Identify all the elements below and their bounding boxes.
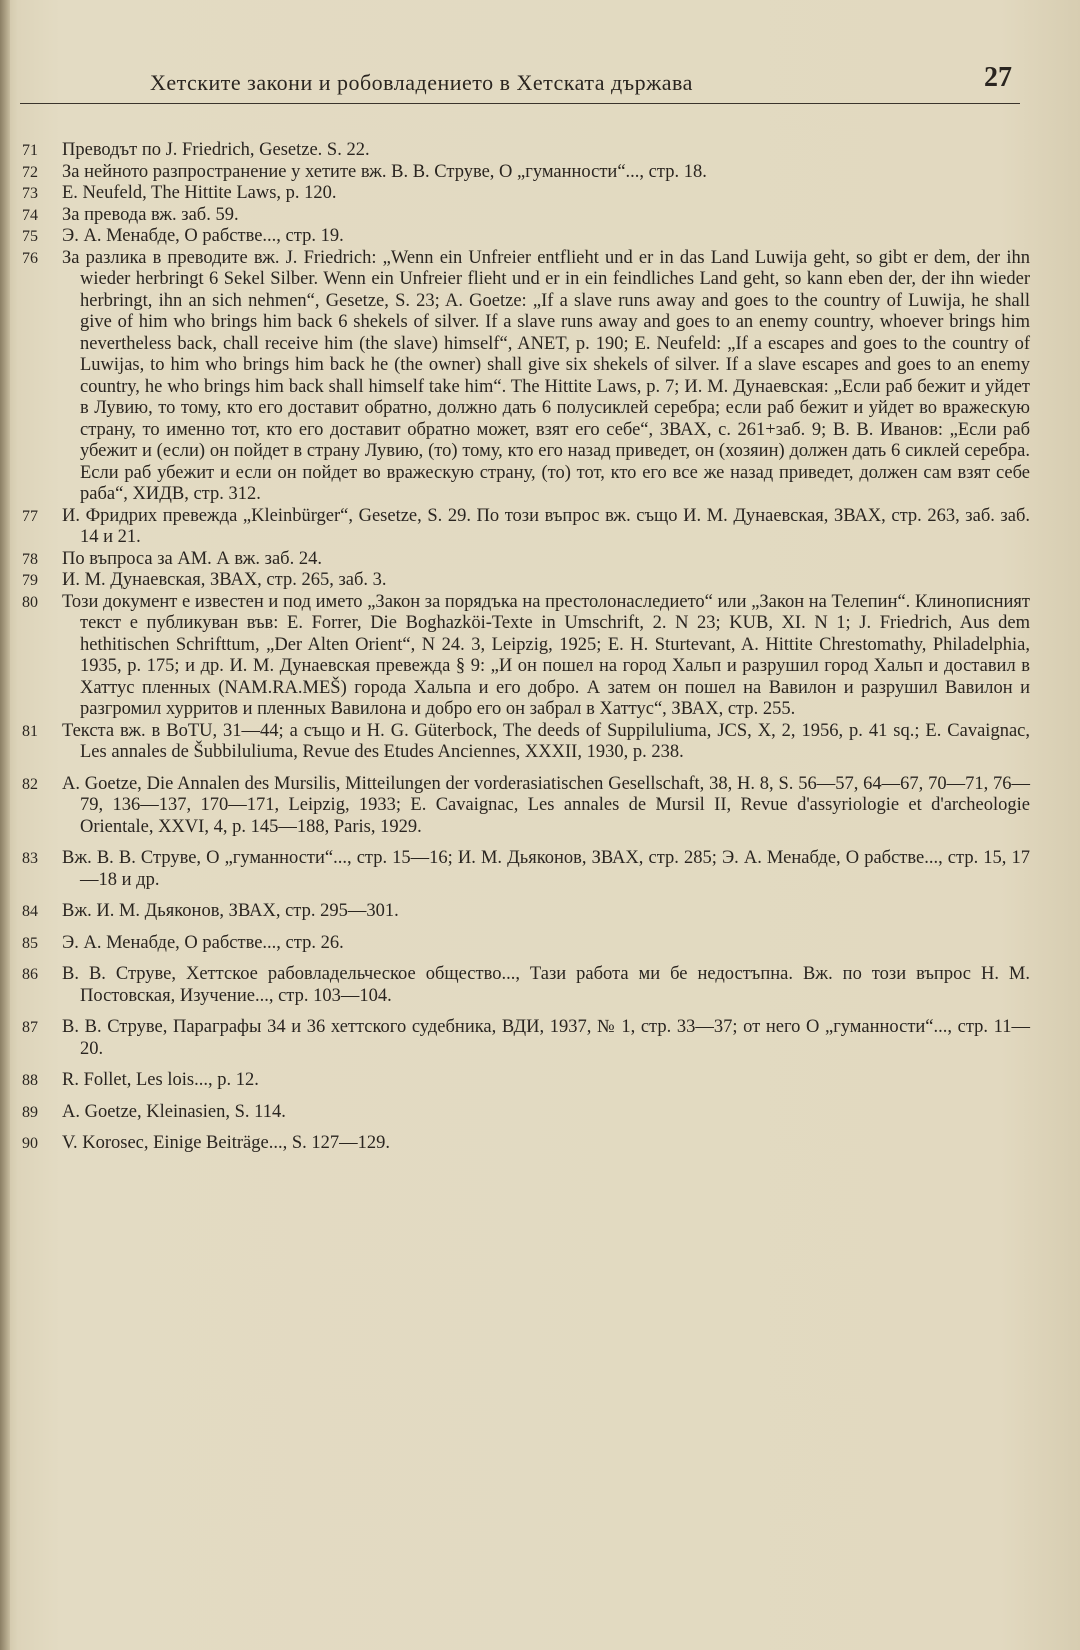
footnote-80 [20, 592, 1030, 721]
footnote-text: A. Goetze, Die Annalen des Mursilis, Mitteilungen der vorderasiatischen Gesellschaft, 38, H. 8, S. 56—57, 64—67, 70—71, 76—79, 136—137, 170—171, Leipzig, 1933; E. Cavaignac, Les annales de Mursil II, Revue d'assyriologie et d'archeologie Orientale, XXVI, 4, p. 145—188, Paris, 1929. [62, 773, 1030, 837]
page-header [150, 62, 1030, 102]
footnote-text: В. В. Струве, Параграфы 34 и 36 хеттского судебника, ВДИ, 1937, № 1, стр. 33—37; от него О „гуманности“..., стр. 11—20. [62, 1017, 1030, 1059]
footnote-81 [20, 721, 1030, 764]
footnote-number: 81 [22, 722, 38, 740]
footnote-number: 82 [22, 775, 38, 793]
footnote-number: 80 [22, 593, 38, 611]
footnote-text: Този документ е известен и под името „Закон за порядъка на престолонаследието“ или „Закон на Телепин“. Клинописният текст е публикуван във: E. Forrer, Die Boghazköi-Texte in Umschrift, 2. N 23; KUB, XI. N 1; J. Friedrich, Aus dem hethitischen Schrifttum, „Der Alten Orient“, N 24. 3, Leipzig, 1925; E. H. Sturtevant, A. Hittite Chrestomathy, Philadelphia, 1935, p. 175; и др. И. М. Дунаевская превежда § 9: „И он пошел на город Хальп и разрушил город Хальп и доставил в Хаттус пленных (NAM.RA.MEŠ) города Хальпа и его добро. А затем он пошел на Вавилон и разрушил Вавилон и разгромил хурритов и пленных Вавилона и добро его он забрал в Хаттус“, ЗВАХ, стр. 255. [62, 591, 1030, 719]
footnote-text: В. В. Струве, Хеттское рабовладельческое общество..., Тази работа ми бе недостъпна. Вж. по този въпрос Н. М. Постовская, Изучение..., стр. 103—104. [62, 964, 1030, 1006]
running-title: Хетските закони и робовладението в Хетската държава [150, 70, 693, 95]
footnote-90 [20, 1133, 1030, 1155]
footnote-text: V. Korosec, Einige Beiträge..., S. 127—129. [62, 1133, 390, 1153]
footnotes-list [20, 140, 1030, 1155]
footnote-number: 77 [22, 507, 38, 525]
footnote-76 [20, 248, 1030, 506]
footnote-number: 89 [22, 1103, 38, 1121]
footnote-79 [20, 570, 1030, 592]
footnote-86 [20, 964, 1030, 1007]
footnote-text: Текста вж. в BoTU, 31—44; а също и H. G. Güterbock, The deeds of Suppiluliuma, JCS, X, 2, 1956, p. 41 sq.; E. Cavaignac, Les annales de Šubbiluliuma, Revue des Etudes Anciennes, XXXII, 1930, p. 238. [62, 720, 1030, 762]
footnote-88 [20, 1070, 1030, 1092]
footnote-text: За разлика в преводите вж. J. Friedrich: „Wenn ein Unfreier entflieht und er in das Land Luwija geht, so gibt er dem, der ihn wieder herbringt 6 Sekel Silber. Wenn ein Unfreier flieht und er in ein feindliches Land geht, so kann eben der, der ihn wieder herbringt, ihn an sich nehmen“, Gesetze, S. 23; A. Goetze: „If a slave runs away and goes to the country of Luwija, he shall give of him who brings him back 6 shekels of silver. If a slave runs away and goes to an enemy country, whoever brings him nevertheless back, chall receive him (the slave) himself“, ANET, p. 190; E. Neufeld: „If a escapes and goes to the country of Luwijas, to him who brings him back he (the owner) shall give six shekels of silver. If a slave escapes and goes to an enemy country, he who brings him back shall himself take him“. The Hittite Laws, p. 7; И. М. Дунаевская: „Если раб бежит и уйдет в Лувию, то тому, кто его доставит обратно, должно дать 6 полусиклей серебра; если раб бежит и уйдет во вражескую страну, то именно тот, кто его доставит обратно может, взят его себе“, ЗВАХ, с. 261+заб. 9; В. В. Иванов: „Если раб убежит и (если) он пойдет в страну Лувию, (то) тому, кто его назад приведет, он (хозяин) должен дать 6 сиклей серебра. Если раб убежит и если он пойдет во вражескую страну, (то) тот, кто его все же назад приведет, должен сам взят себе раба“, ХИДВ, стр. 312. [62, 247, 1030, 504]
footnote-number: 73 [22, 185, 38, 202]
footnote-text: R. Follet, Les lois..., p. 12. [62, 1070, 259, 1090]
footnote-78 [20, 549, 1030, 571]
footnote-87 [20, 1017, 1030, 1060]
footnote-89 [20, 1102, 1030, 1124]
footnote-text: A. Goetze, Kleinasien, S. 114. [62, 1101, 286, 1122]
footnote-text: Э. А. Менабде, О рабстве..., стр. 26. [62, 932, 344, 953]
footnote-text: И. Фридрих превежда „Kleinbürger“, Gesetze, S. 29. По този въпрос вж. също И. М. Дунаевская, ЗВАХ, стр. 263, заб. заб. 14 и 21. [62, 505, 1030, 547]
footnote-text: E. Neufeld, The Hittite Laws, p. 120. [62, 183, 337, 203]
footnote-84 [20, 901, 1030, 923]
footnote-text: По въпроса за АМ. А вж. заб. 24. [62, 548, 322, 569]
footnote-number: 86 [22, 966, 38, 983]
footnote-text: Преводът по J. Friedrich, Gesetze. S. 22. [62, 140, 370, 160]
footnote-number: 85 [22, 934, 38, 952]
footnote-number: 75 [22, 228, 38, 245]
footnote-number: 84 [22, 903, 38, 920]
footnote-85 [20, 933, 1030, 955]
footnote-number: 72 [22, 163, 38, 181]
footnote-number: 76 [22, 249, 38, 267]
footnote-number: 74 [22, 206, 38, 224]
footnote-75 [20, 226, 1030, 248]
footnote-number: 71 [22, 142, 38, 159]
footnote-number: 78 [22, 550, 38, 568]
footnote-82 [20, 774, 1030, 839]
footnote-72 [20, 162, 1030, 184]
footnote-77 [20, 506, 1030, 549]
footnote-text: За нейното разпространение у хетите вж. В. В. Струве, О „гуманности“..., стр. 18. [62, 161, 707, 182]
footnote-text: Вж. И. М. Дьяконов, ЗВАХ, стр. 295—301. [62, 901, 399, 921]
header-rule [20, 103, 1020, 104]
footnote-73 [20, 183, 1030, 205]
footnote-74 [20, 205, 1030, 227]
book-spine-edge [0, 0, 10, 1650]
footnote-text: Э. А. Менабде, О рабстве..., стр. 19. [62, 226, 344, 246]
footnote-83 [20, 848, 1030, 891]
footnote-number: 83 [22, 850, 38, 867]
footnote-text: Вж. В. В. Струве, О „гуманности“..., стр. 15—16; И. М. Дьяконов, ЗВАХ, стр. 285; Э. А. Менабде, О рабстве..., стр. 15, 17—18 и др. [62, 848, 1030, 890]
footnote-71 [20, 140, 1030, 162]
footnote-number: 88 [22, 1072, 38, 1089]
footnote-number: 90 [22, 1135, 38, 1152]
page-number: 27 [984, 62, 1012, 93]
footnote-number: 79 [22, 572, 38, 589]
footnote-text: И. М. Дунаевская, ЗВАХ, стр. 265, заб. 3. [62, 570, 387, 590]
footnote-text: За превода вж. заб. 59. [62, 204, 239, 225]
footnote-number: 87 [22, 1019, 38, 1036]
